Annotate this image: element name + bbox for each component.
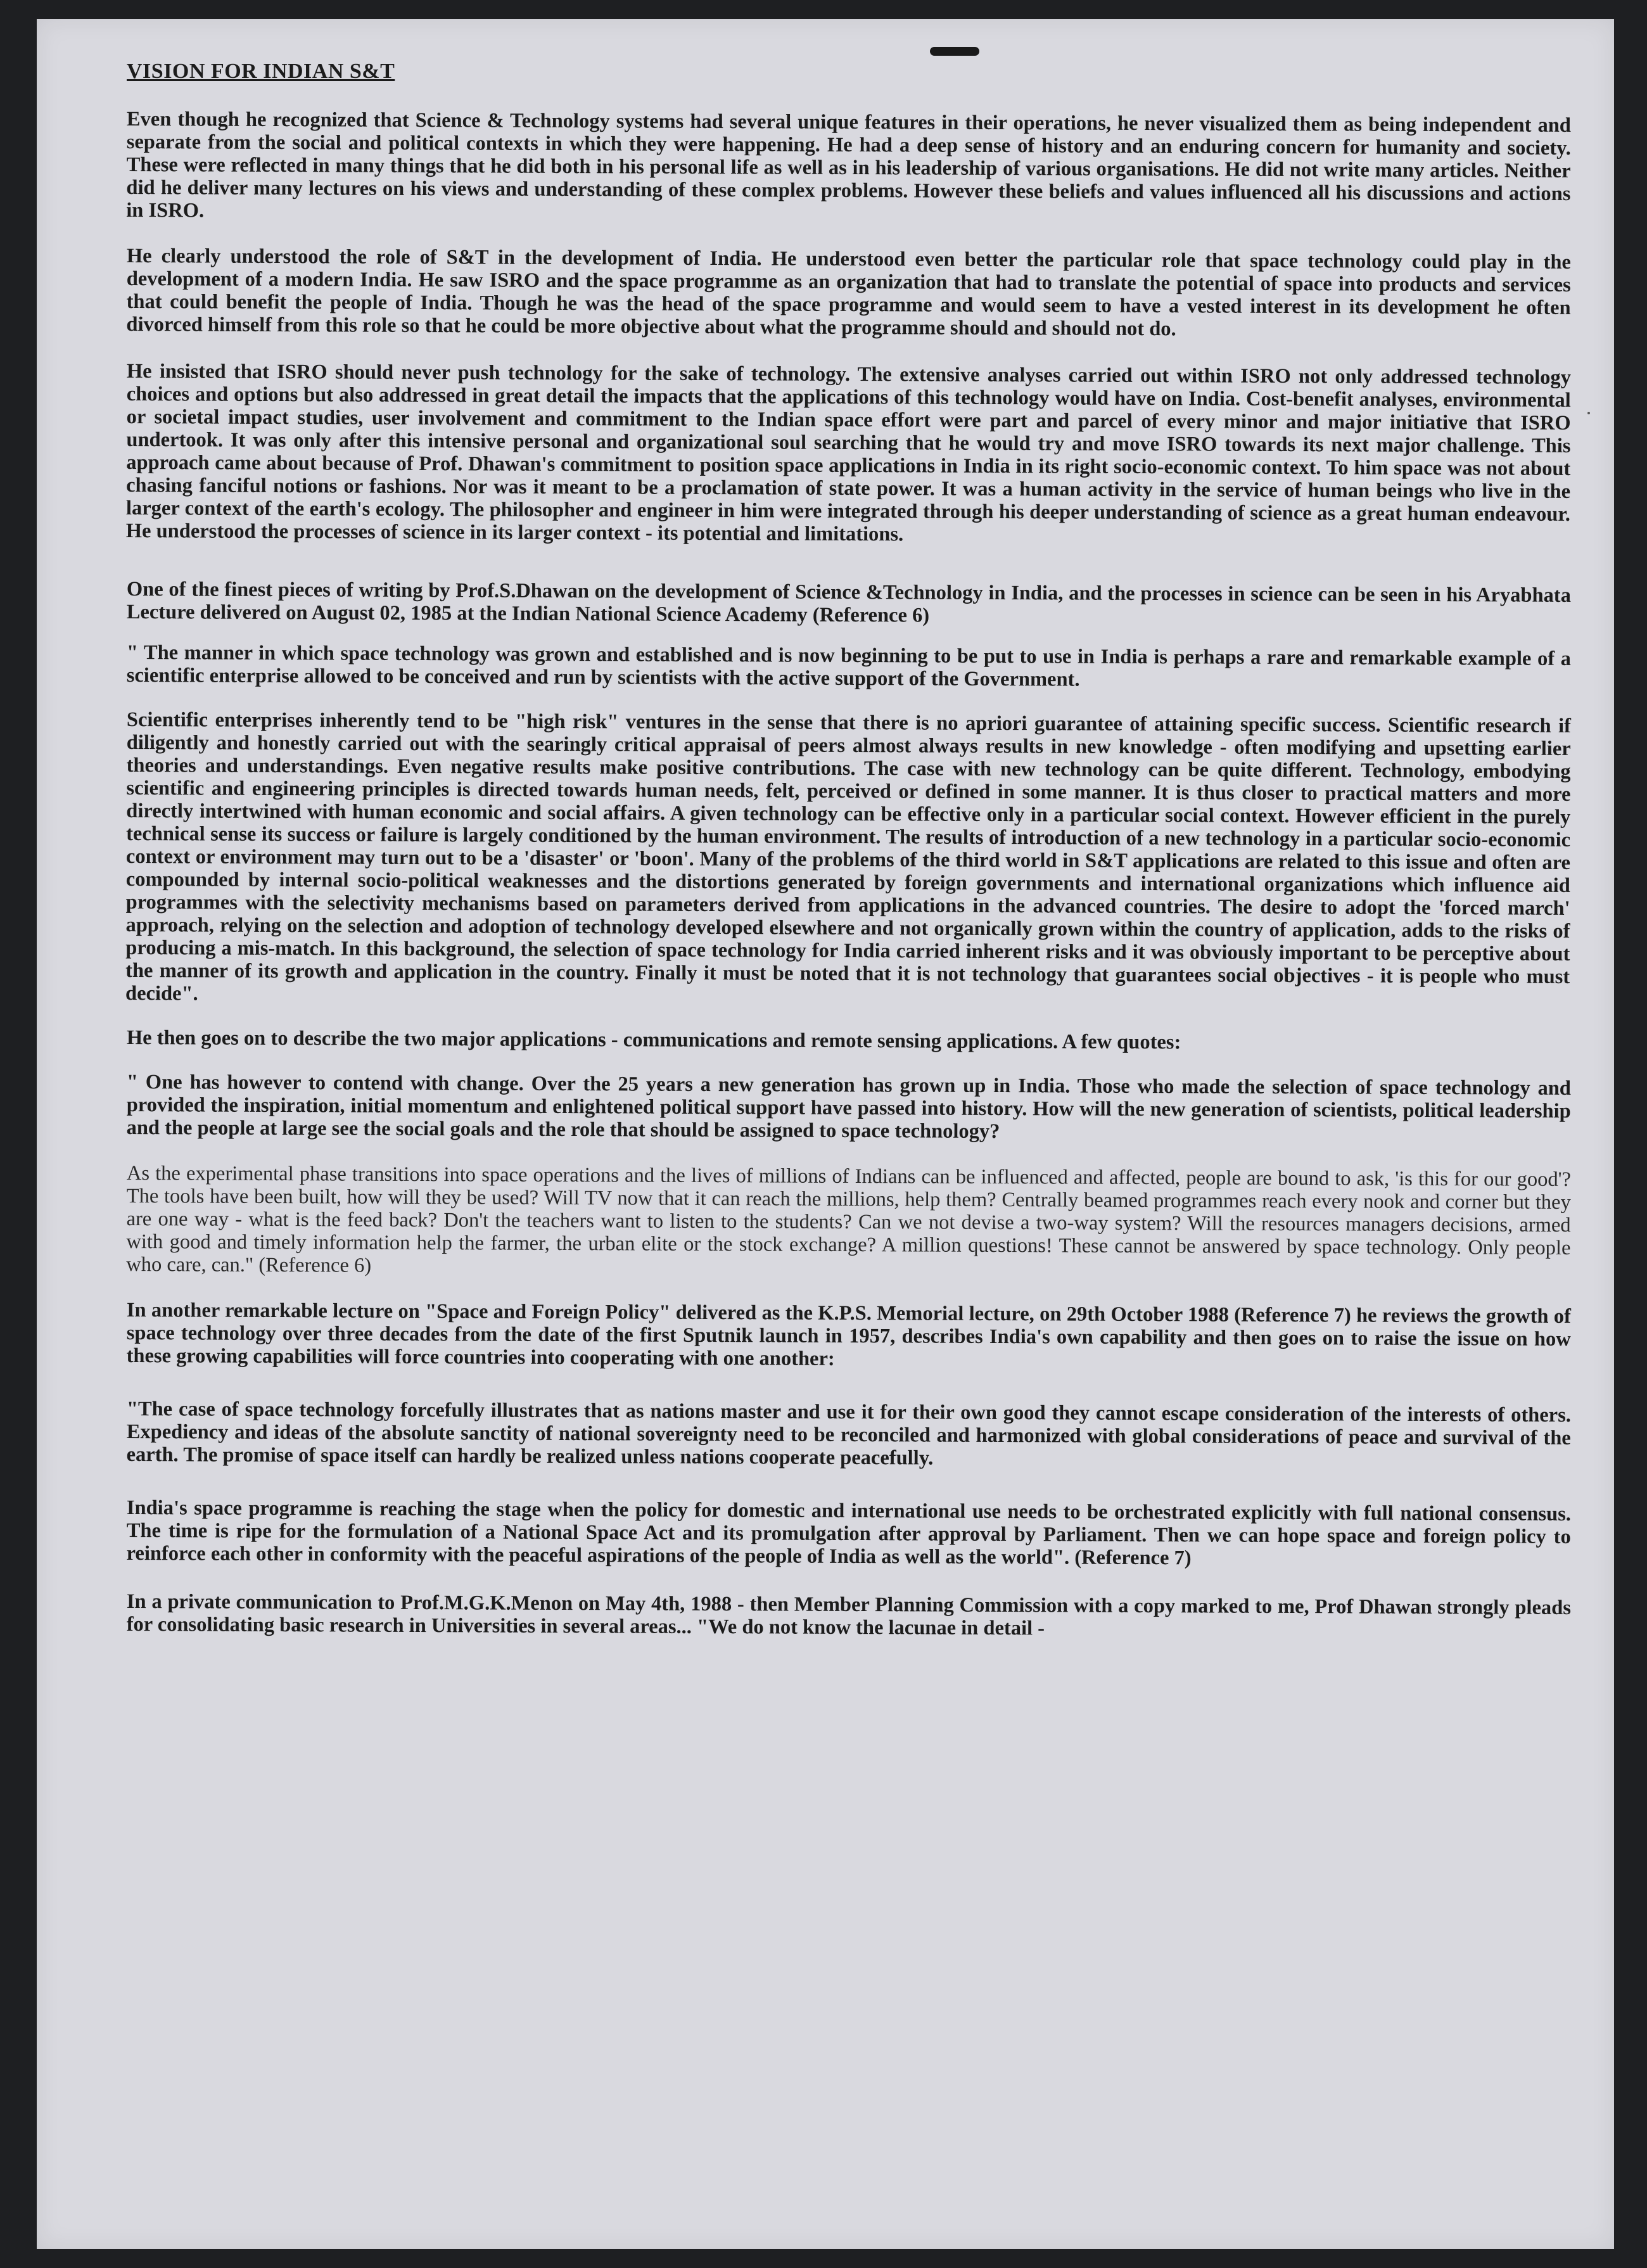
paragraph-10: In another remarkable lecture on "Space and Foreign Policy" delivered as the K.P.S. Memorial lecture, on 29th October 1988 (Reference 7) he reviews the growth of space technology over three decades from the date of the first Sputnik launch in 1957, describes India's own capability and then goes on to raise the issue on how these growing capabilities will force countries into cooperating with one another: [126,1299,1571,1370]
paragraph-1: Even though he recognized that Science & Technology systems had several unique features in their operations, he never visualized them as being independent and separate from the social and political contexts in which they were happening. He had a deep sense of history and an enduring concern for humanity and society. These were reflected in many things that he did both in his personal life as well as in his leadership of various organisations. He did not write many articles. Neither did he deliver many lectures on his views and understanding of these complex problems. However these beliefs and values influenced all his discussions and actions in ISRO. [126,108,1571,222]
page-title: VISION FOR INDIAN S&T [127,60,395,83]
paragraph-4: One of the finest pieces of writing by Prof.S.Dhawan on the development of Science &Technology in India, and the processes in science can be seen in his Aryabhata Lecture delivered on August 02, 1985 at the Indian National Science Academy (Reference 6) [126,578,1571,627]
paragraph-7: He then goes on to describe the two major applications - communications and remote sensing applications. A few quotes: [126,1026,1181,1054]
paragraph-9-quote: As the experimental phase transitions into space operations and the lives of millions of Indians can be influenced and affected, people are bound to ask, 'is this for our good'? The tools have been built, how will they be used? Will TV now that it can reach the millions, help them? Centrally beamed programmes reach every nook and corner but they are one way - what is the feed back? Don't the teachers want to listen to the students? Can we not devise a two-way system? Will the resources managers decisions, armed with good and timely information help the farmer, the urban elite or the stock exchange? A million questions! These cannot be answered by space technology. Only people who care, can." (Reference 6) [126,1162,1571,1277]
paragraph-11-quote: "The case of space technology forcefully illustrates that as nations master and use it for their own good they cannot escape consideration of the interests of others. Expediency and ideas of the absolute sanctity of national sovereignty need to be reconciled and harmonized with global considerations of peace and survival of the earth. The promise of space itself can hardly be realized unless nations cooperate peacefully. [126,1398,1571,1470]
document-page [37,19,1614,2249]
paragraph-6-quote: Scientific enterprises inherently tend to be "high risk" ventures in the sense that there is no apriori guarantee of attaining specific success. Scientific research if diligently and honestly carried out with the searingly critical appraisal of peers almost always results in new knowledge - often modifying and upsetting earlier theories and understandings. Even negative results make positive contributions. The case with new technology can be quite different. Technology, embodying scientific and engineering principles is directed towards human needs, felt, perceived or defined in some manner. It is thus closer to practical matters and more directly intertwined with human economic and social affairs. A given technology can be effective only in a particular social context. However efficient in the purely technical sense its success or failure is largely conditioned by the human environment. The results of introduction of a new technology in a particular socio-economic context or environment may turn out to be a 'disaster' or 'boon'. Many of the problems of the third world in S&T applications are related to this issue and often are compounded by internal socio-political weaknesses and the distortions generated by foreign governments and international organizations which influence aid programmes with the selectivity mechanisms based on parameters derived from applications in the advanced countries. The desire to adopt the 'forced march' approach, relying on the selection and adoption of technology developed elsewhere and not organically grown within the country of application, adds to the risks of producing a mis-match. In this background, the selection of space technology for India carried inherent risks and it was obviously important to be perceptive about the manner of its growth and application in the country. Finally it must be noted that it is not technology that guarantees social objectives - it is people who must decide". [125,708,1571,1005]
paragraph-13: In a private communication to Prof.M.G.K.Menon on May 4th, 1988 - then Member Planning Commission with a copy marked to me, Prof Dhawan strongly pleads for consolidating basic research in Universities in several areas... "We do not know the lacunae in detail - [126,1590,1571,1640]
document-body [125,60,1571,1640]
paragraph-8-quote: " One has however to contend with change. Over the 25 years a new generation has grown up in India. Those who made the selection of space technology and provided the inspiration, initial momentum and enlightened political support have passed into history. How will the new generation of scientists, political leadership and the people at large see the social goals and the role that should be assigned to space technology? [126,1071,1571,1144]
paragraph-2: He clearly understood the role of S&T in the development of India. He understood even better the particular role that space technology could play in the development of a modern India. He saw ISRO and the space programme as an organization that had to translate the potential of space into products and services that could benefit the people of India. Though he was the head of the space programme and would seem to have a vested interest in its development he often divorced himself from this role so that he could be more objective about what the programme should and should not do. [126,245,1571,341]
speck [1587,412,1590,414]
staple-mark [930,47,979,56]
paragraph-12-quote: India's space programme is reaching the stage when the policy for domestic and international use needs to be orchestrated explicitly with full national consensus. The time is ripe for the formulation of a National Space Act and its promulgation after approval by Parliament. Then we can hope space and foreign policy to reinforce each other in conformity with the peaceful aspirations of the people of India as well as the world". (Reference 7) [126,1496,1571,1570]
paragraph-5-quote: " The manner in which space technology was grown and established and is now beginning to be put to use in India is perhaps a rare and remarkable example of a scientific enterprise allowed to be conceived and run by scientists with the active support of the Government. [126,641,1571,691]
paragraph-3: He insisted that ISRO should never push technology for the sake of technology. The extensive analyses carried out within ISRO not only addressed technology choices and options but also addressed in great detail the impacts that the applications of this technology would have on India. Cost-benefit analyses, environmental or societal impact studies, user involvement and commitment to the Indian space effort were part and parcel of every minor and major initiative that ISRO undertook. It was only after this intensive personal and organizational soul searching that he would try and move ISRO towards its next major challenge. This approach came about because of Prof. Dhawan's commitment to position space applications in India in its right socio-economic context. To him space was not about chasing fanciful notions or fashions. Nor was it meant to be a proclamation of state power. It was a human activity in the service of human beings who live in the larger context of the earth's ecology. The philosopher and engineer in him were integrated through his deeper understanding of science as a great human endeavour. He understood the processes of science in its larger context - its potential and limitations. [125,360,1571,546]
